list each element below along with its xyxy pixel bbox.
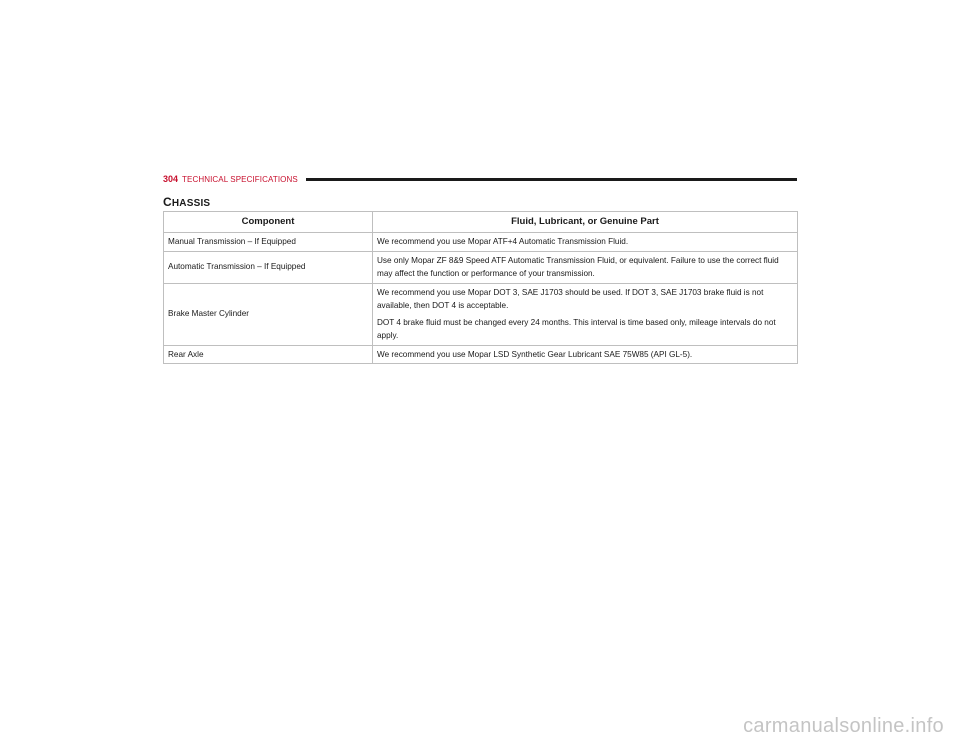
fluid-text: We recommend you use Mopar DOT 3, SAE J1703 should be used. If DOT 3, SAE J1703 brake fluid is not available, then DOT 4 is acceptable. — [377, 287, 764, 310]
table-row — [164, 283, 798, 345]
heading-rest: HASSIS — [171, 198, 211, 209]
header-rule — [306, 178, 797, 181]
fluid-text: Use only Mopar ZF 8&9 Speed ATF Automatic Transmission Fluid, or equivalent. Failure to use the correct fluid may affect the function or performance of your transmission. — [377, 255, 779, 278]
page-number: 304 — [163, 174, 179, 184]
chassis-heading — [163, 195, 210, 209]
table-row — [164, 345, 798, 364]
table-row — [164, 233, 798, 252]
table-header-row — [164, 212, 798, 233]
heading-initial: C — [163, 195, 172, 209]
section-title: TECHNICAL SPECIFICATIONS — [182, 174, 298, 184]
fluid-cell — [373, 345, 798, 364]
fluid-text: We recommend you use Mopar LSD Synthetic Gear Lubricant SAE 75W85 (API GL-5). — [377, 349, 693, 359]
column-header-component: Component — [164, 212, 373, 233]
component-cell: Automatic Transmission – If Equipped — [164, 251, 373, 283]
fluid-cell — [373, 251, 798, 283]
component-cell: Manual Transmission – If Equipped — [164, 233, 373, 252]
fluid-text: We recommend you use Mopar ATF+4 Automatic Transmission Fluid. — [377, 237, 629, 246]
fluid-text: DOT 4 brake fluid must be changed every 24 months. This interval is time based only, mileage intervals do not apply. — [377, 317, 776, 340]
component-cell: Rear Axle — [164, 345, 373, 364]
fluid-cell — [373, 283, 798, 345]
table-row — [164, 251, 798, 283]
page-header — [163, 172, 797, 186]
component-cell: Brake Master Cylinder — [164, 283, 373, 345]
fluid-cell — [373, 233, 798, 252]
column-header-fluid: Fluid, Lubricant, or Genuine Part — [373, 212, 798, 233]
chassis-fluids-table — [163, 211, 798, 364]
watermark: carmanualsonline.info — [743, 715, 944, 737]
